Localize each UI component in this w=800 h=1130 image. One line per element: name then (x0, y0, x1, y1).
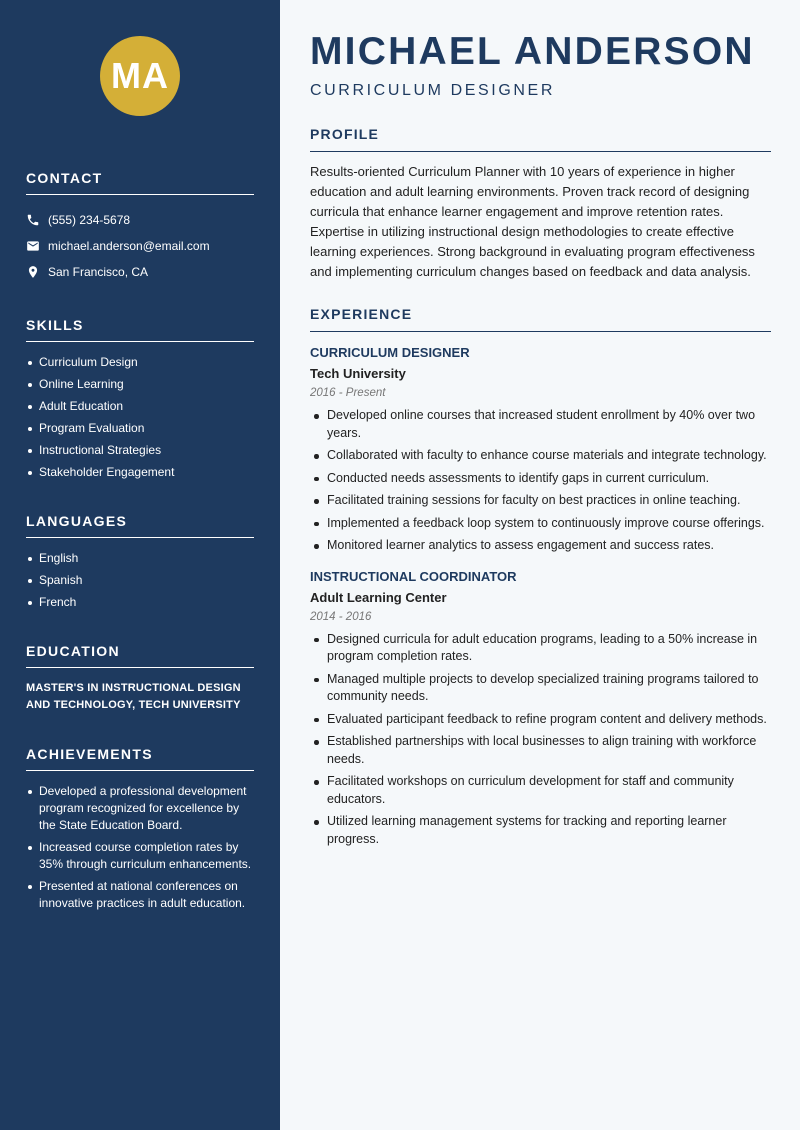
achievement-item: Presented at national conferences on innovative practices in adult education. (26, 878, 254, 912)
phone-icon (26, 213, 40, 227)
job-organization: Tech University (310, 366, 406, 381)
skill-item: Adult Education (26, 398, 254, 415)
education-title: EDUCATION (26, 643, 254, 668)
contact-phone (26, 207, 254, 233)
languages-title: LANGUAGES (26, 513, 254, 538)
sidebar (0, 0, 280, 1130)
job-dates: 2016 - Present (310, 387, 386, 399)
job-bullets (310, 407, 771, 555)
contact-title: CONTACT (26, 170, 254, 195)
location-icon (26, 265, 40, 279)
job-bullet: Conducted needs assessments to identify gaps in current curriculum. (310, 470, 771, 488)
skill-item: Instructional Strategies (26, 442, 254, 459)
languages-list (26, 550, 254, 611)
skills-list (26, 354, 254, 481)
avatar: MA (100, 36, 180, 116)
job-bullet: Designed curricula for adult education programs, leading to a 50% increase in program completion rates. (310, 631, 771, 666)
profile-section (310, 126, 771, 282)
job-bullet: Facilitated workshops on curriculum development for staff and community educators. (310, 773, 771, 808)
skill-item: Online Learning (26, 376, 254, 393)
job-entry (310, 345, 771, 555)
skills-title: SKILLS (26, 317, 254, 342)
contact-section (26, 170, 254, 285)
job-title: CURRICULUM DESIGNER (310, 345, 470, 360)
experience-section (310, 306, 771, 848)
job-bullet: Established partnerships with local businesses to align training with workforce needs. (310, 733, 771, 768)
job-bullet: Facilitated training sessions for faculty on best practices in online teaching. (310, 492, 771, 510)
achievements-section (26, 746, 254, 912)
email-icon (26, 239, 40, 253)
languages-section (26, 513, 254, 611)
skill-item: Program Evaluation (26, 420, 254, 437)
profile-text: Results-oriented Curriculum Planner with 10 years of experience in higher education and adult learning environments. Proven track record of designing curricula that enhance learner engagement and improve retention rates. Expertise in utilizing instructional design methodologies to create effective learning experiences. Strong background in evaluating program effectiveness and implementing curriculum changes based on feedback and data analysis. (310, 164, 755, 279)
achievements-list (26, 783, 254, 912)
job-bullet: Collaborated with faculty to enhance course materials and integrate technology. (310, 447, 771, 465)
job-dates: 2014 - 2016 (310, 610, 372, 623)
language-item: Spanish (26, 572, 254, 589)
skill-item: Stakeholder Engagement (26, 464, 254, 481)
job-bullet: Utilized learning management systems for tracking and reporting learner progress. (310, 813, 771, 848)
job-entry (310, 569, 771, 849)
candidate-role: CURRICULUM DESIGNER (310, 82, 555, 99)
contact-location (26, 259, 254, 285)
job-organization: Adult Learning Center (310, 589, 447, 605)
language-item: French (26, 594, 254, 611)
job-title: INSTRUCTIONAL COORDINATOR (310, 568, 517, 584)
achievement-item: Increased course completion rates by 35% through curriculum enhancements. (26, 839, 254, 873)
main-content (280, 0, 800, 1130)
skill-item: Curriculum Design (26, 354, 254, 371)
achievements-title: ACHIEVEMENTS (26, 746, 254, 771)
language-item: English (26, 550, 254, 567)
job-bullet: Evaluated participant feedback to refine program content and delivery methods. (310, 711, 771, 729)
achievement-item: Developed a professional development program recognized for excellence by the State Education Board. (26, 783, 254, 834)
skills-section (26, 317, 254, 481)
job-bullet: Implemented a feedback loop system to continuously improve course offerings. (310, 515, 771, 533)
profile-title: PROFILE (310, 126, 771, 152)
phone-text: (555) 234-5678 (48, 213, 131, 227)
job-bullets (310, 631, 771, 849)
location-text: San Francisco, CA (48, 265, 149, 279)
candidate-name: MICHAEL ANDERSON (310, 30, 755, 73)
job-bullet: Managed multiple projects to develop specialized training programs tailored to community needs. (310, 671, 771, 706)
job-bullet: Monitored learner analytics to assess engagement and success rates. (310, 537, 771, 555)
experience-title: EXPERIENCE (310, 306, 771, 332)
education-degree: MASTER'S IN INSTRUCTIONAL DESIGN AND TECHNOLOGY, TECH UNIVERSITY (26, 682, 241, 711)
email-text: michael.anderson@email.com (48, 239, 210, 253)
contact-email (26, 233, 254, 259)
education-section (26, 643, 254, 714)
job-bullet: Developed online courses that increased student enrollment by 40% over two years. (310, 407, 771, 442)
